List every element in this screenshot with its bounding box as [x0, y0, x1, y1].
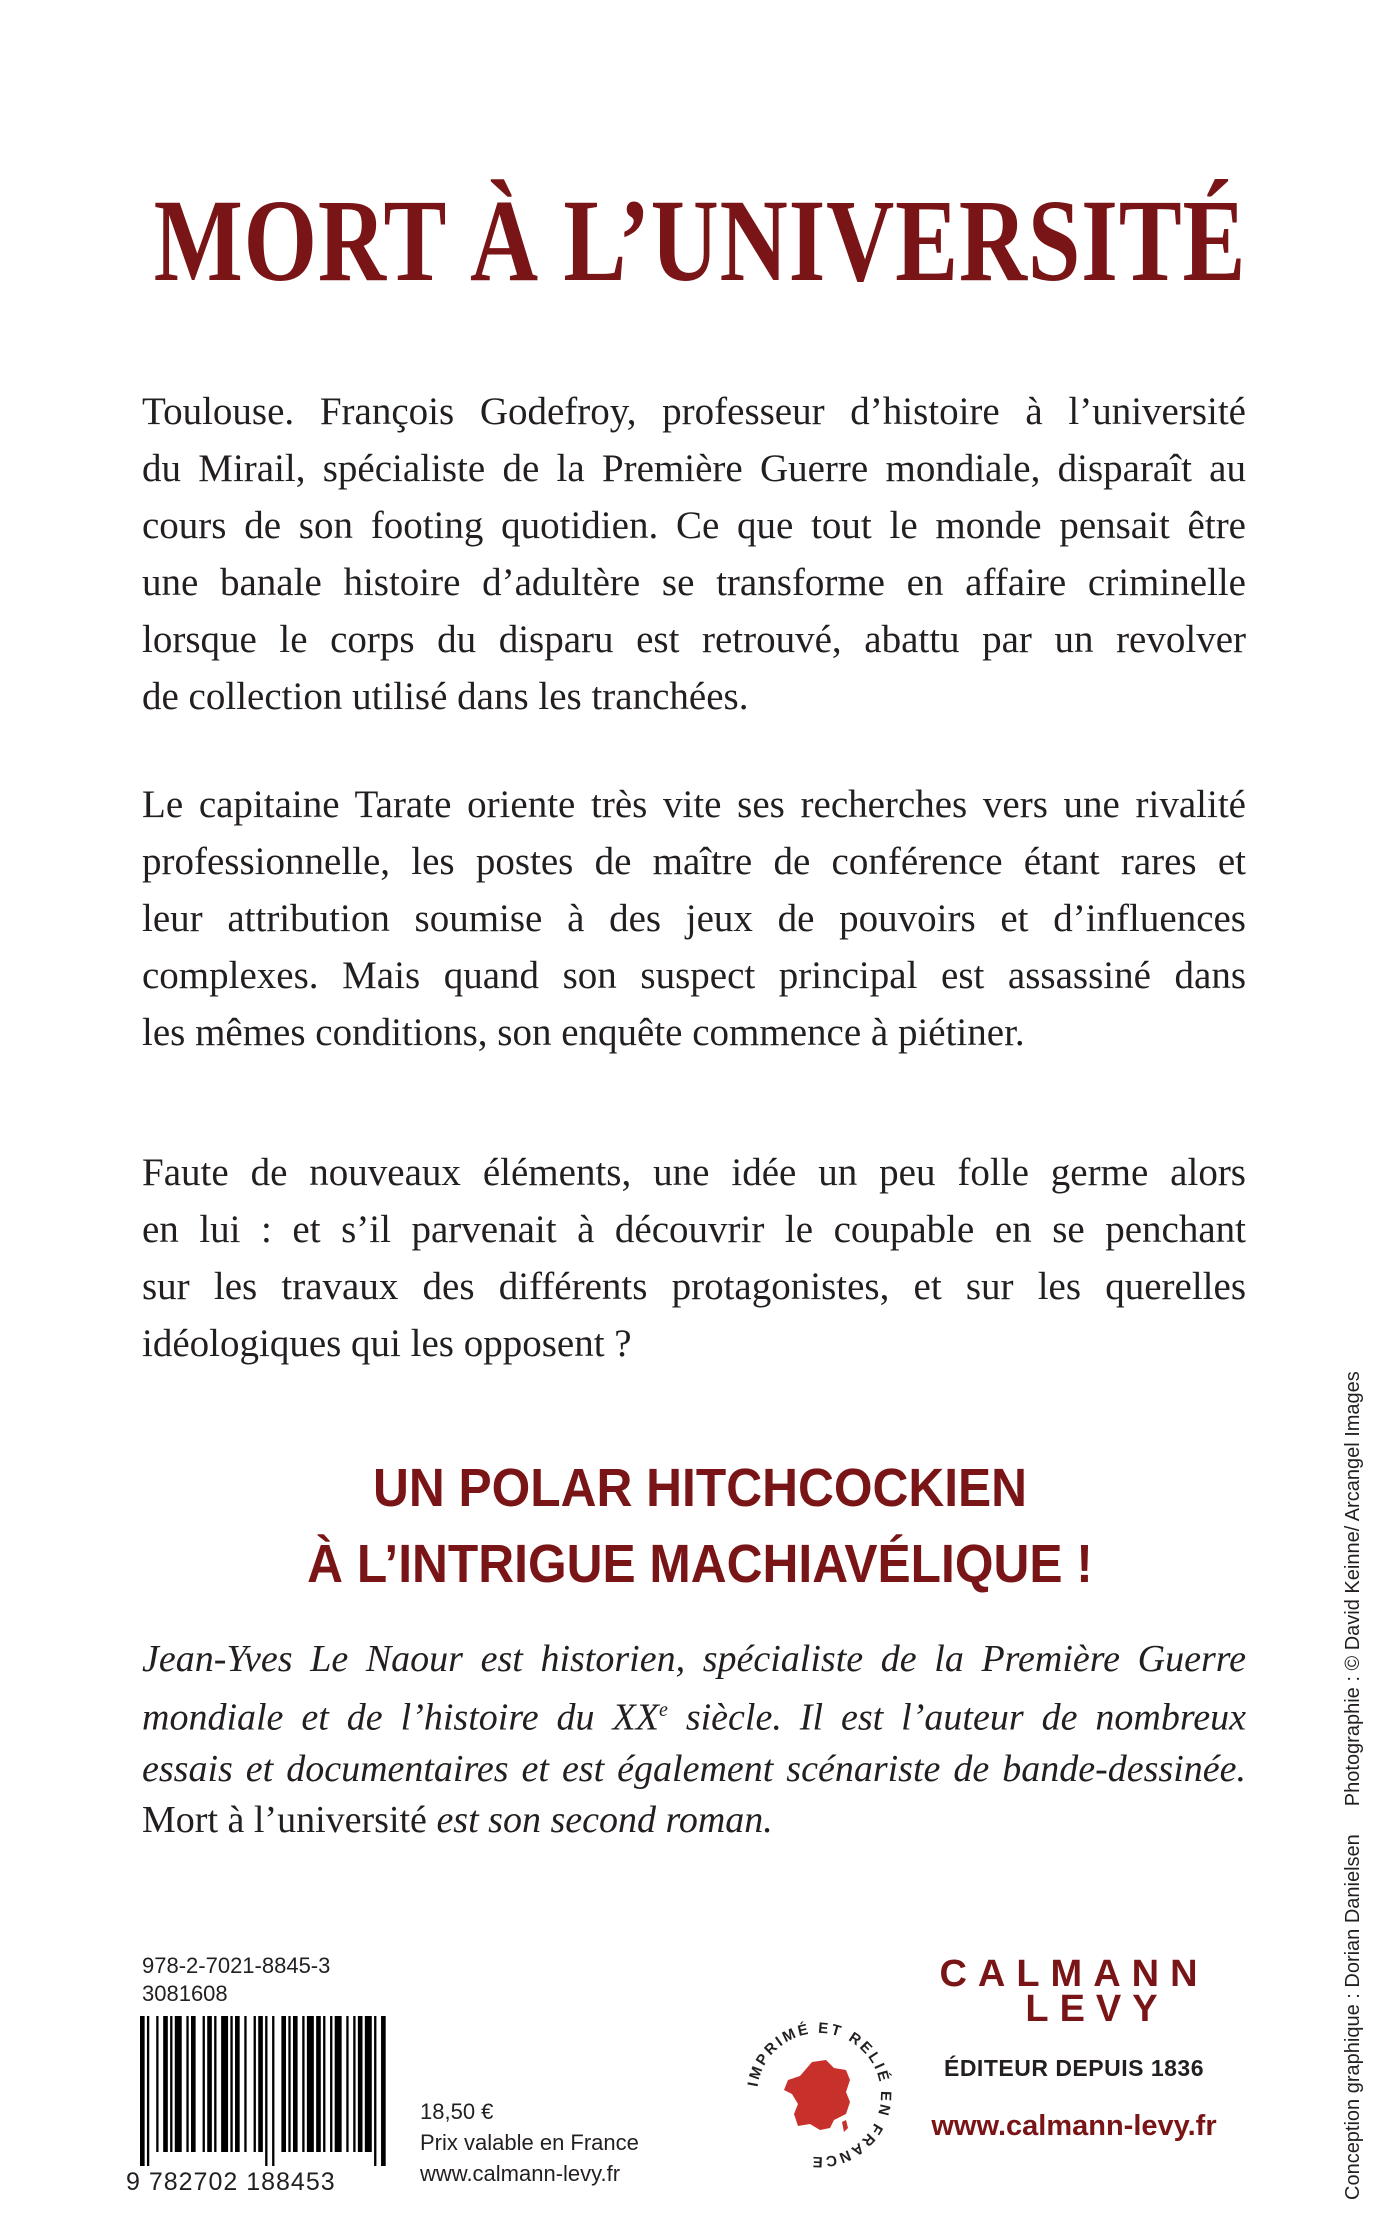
- publisher-logo: [924, 1955, 1224, 2143]
- bio-line-1: Jean-Yves Le Naour est historien, spécialiste de la Première Guerre: [142, 1638, 1246, 1680]
- bio-line-4: [142, 1795, 1246, 1846]
- text-line: de collection utilisé dans les tranchées.: [142, 675, 749, 718]
- photo-credit: Photographie : © David Keinne/ Arcangel Images: [1342, 1371, 1364, 1807]
- text-line: lorsque le corps du disparu est retrouvé, abattu par un revolver: [142, 618, 1246, 661]
- text-line: sur les travaux des différents protagonistes, et sur les querelles: [142, 1265, 1246, 1308]
- product-codes: [142, 1952, 330, 2008]
- text-line: idéologiques qui les opposent ?: [142, 1322, 632, 1365]
- stamp-text: IMPRIMÉ ET RELIÉ EN FRANCE: [744, 2019, 895, 2171]
- bio-line-3: essais et documentaires et est également scénariste de bande-dessinée.: [142, 1747, 1246, 1790]
- bio-text: est son second roman.: [426, 1798, 773, 1841]
- cover-credits: [1342, 1371, 1365, 2200]
- author-bio: [142, 1634, 1246, 1846]
- synopsis-paragraph-3: [142, 1144, 1246, 1372]
- text-line: cours de son footing quotidien. Ce que tout le monde pensait être: [142, 504, 1246, 547]
- publisher-name-line-2: LEVY: [1025, 1988, 1169, 2030]
- synopsis-paragraph-1: [142, 383, 1246, 725]
- price-block: [420, 2096, 639, 2189]
- text-line: Faute de nouveaux éléments, une idée un peu folle germe alors: [142, 1151, 1246, 1194]
- bio-text: mondiale et de l’histoire du XX: [142, 1696, 659, 1739]
- price: 18,50 €: [420, 2099, 494, 2124]
- price-note: Prix valable en France: [420, 2130, 639, 2155]
- text-line: en lui : et s’il parvenait à découvrir le coupable en se penchant: [142, 1208, 1246, 1251]
- text-line: professionnelle, les postes de maître de conférence étant rares et: [142, 840, 1246, 883]
- tagline-line-2: À L’INTRIGUE MACHIAVÉLIQUE !: [307, 1534, 1093, 1594]
- book-title: MORT À L’UNIVERSITÉ: [153, 175, 1247, 306]
- text-line: leur attribution soumise à des jeux de pouvoirs et d’influences: [142, 897, 1246, 940]
- barcode-icon: [140, 2016, 388, 2166]
- publisher-website-link[interactable]: www.calmann-levy.fr: [931, 2110, 1217, 2142]
- bio-line-2: [142, 1685, 1246, 1744]
- bio-superscript: e: [658, 1699, 668, 1721]
- bio-text: siècle. Il est l’auteur de nombreux: [667, 1696, 1246, 1739]
- isbn: 978-2-7021-8845-3: [142, 1953, 331, 1978]
- text-line: les mêmes conditions, son enquête commence à piétiner.: [142, 1011, 1025, 1054]
- internal-code: 3081608: [142, 1981, 228, 2006]
- tagline: [56, 1450, 1344, 1602]
- made-in-france-stamp-icon: [734, 2010, 904, 2180]
- publisher-since: ÉDITEUR DEPUIS 1836: [943, 2055, 1205, 2081]
- text-line: Le capitaine Tarate oriente très vite ses recherches vers une rivalité: [142, 783, 1246, 826]
- design-credit: Conception graphique : Dorian Danielsen: [1342, 1834, 1364, 2200]
- synopsis-paragraph-2: [142, 776, 1246, 1061]
- book-title-mention: Mort à l’université: [142, 1798, 427, 1841]
- tagline-line-1: UN POLAR HITCHCOCKIEN: [372, 1458, 1028, 1518]
- text-line: complexes. Mais quand son suspect principal est assassiné dans: [142, 954, 1246, 997]
- price-site: www.calmann-levy.fr: [420, 2161, 621, 2186]
- text-line: Toulouse. François Godefroy, professeur d’histoire à l’université: [142, 390, 1246, 433]
- publisher-name-line-1: CALMANN: [939, 1953, 1209, 1995]
- text-line: une banale histoire d’adultère se transforme en affaire criminelle: [142, 561, 1246, 604]
- france-map-icon: [784, 2060, 850, 2132]
- text-line: du Mirail, spécialiste de la Première Guerre mondiale, disparaît au: [142, 447, 1246, 490]
- barcode-digits: 9 782702 188453: [126, 2168, 336, 2196]
